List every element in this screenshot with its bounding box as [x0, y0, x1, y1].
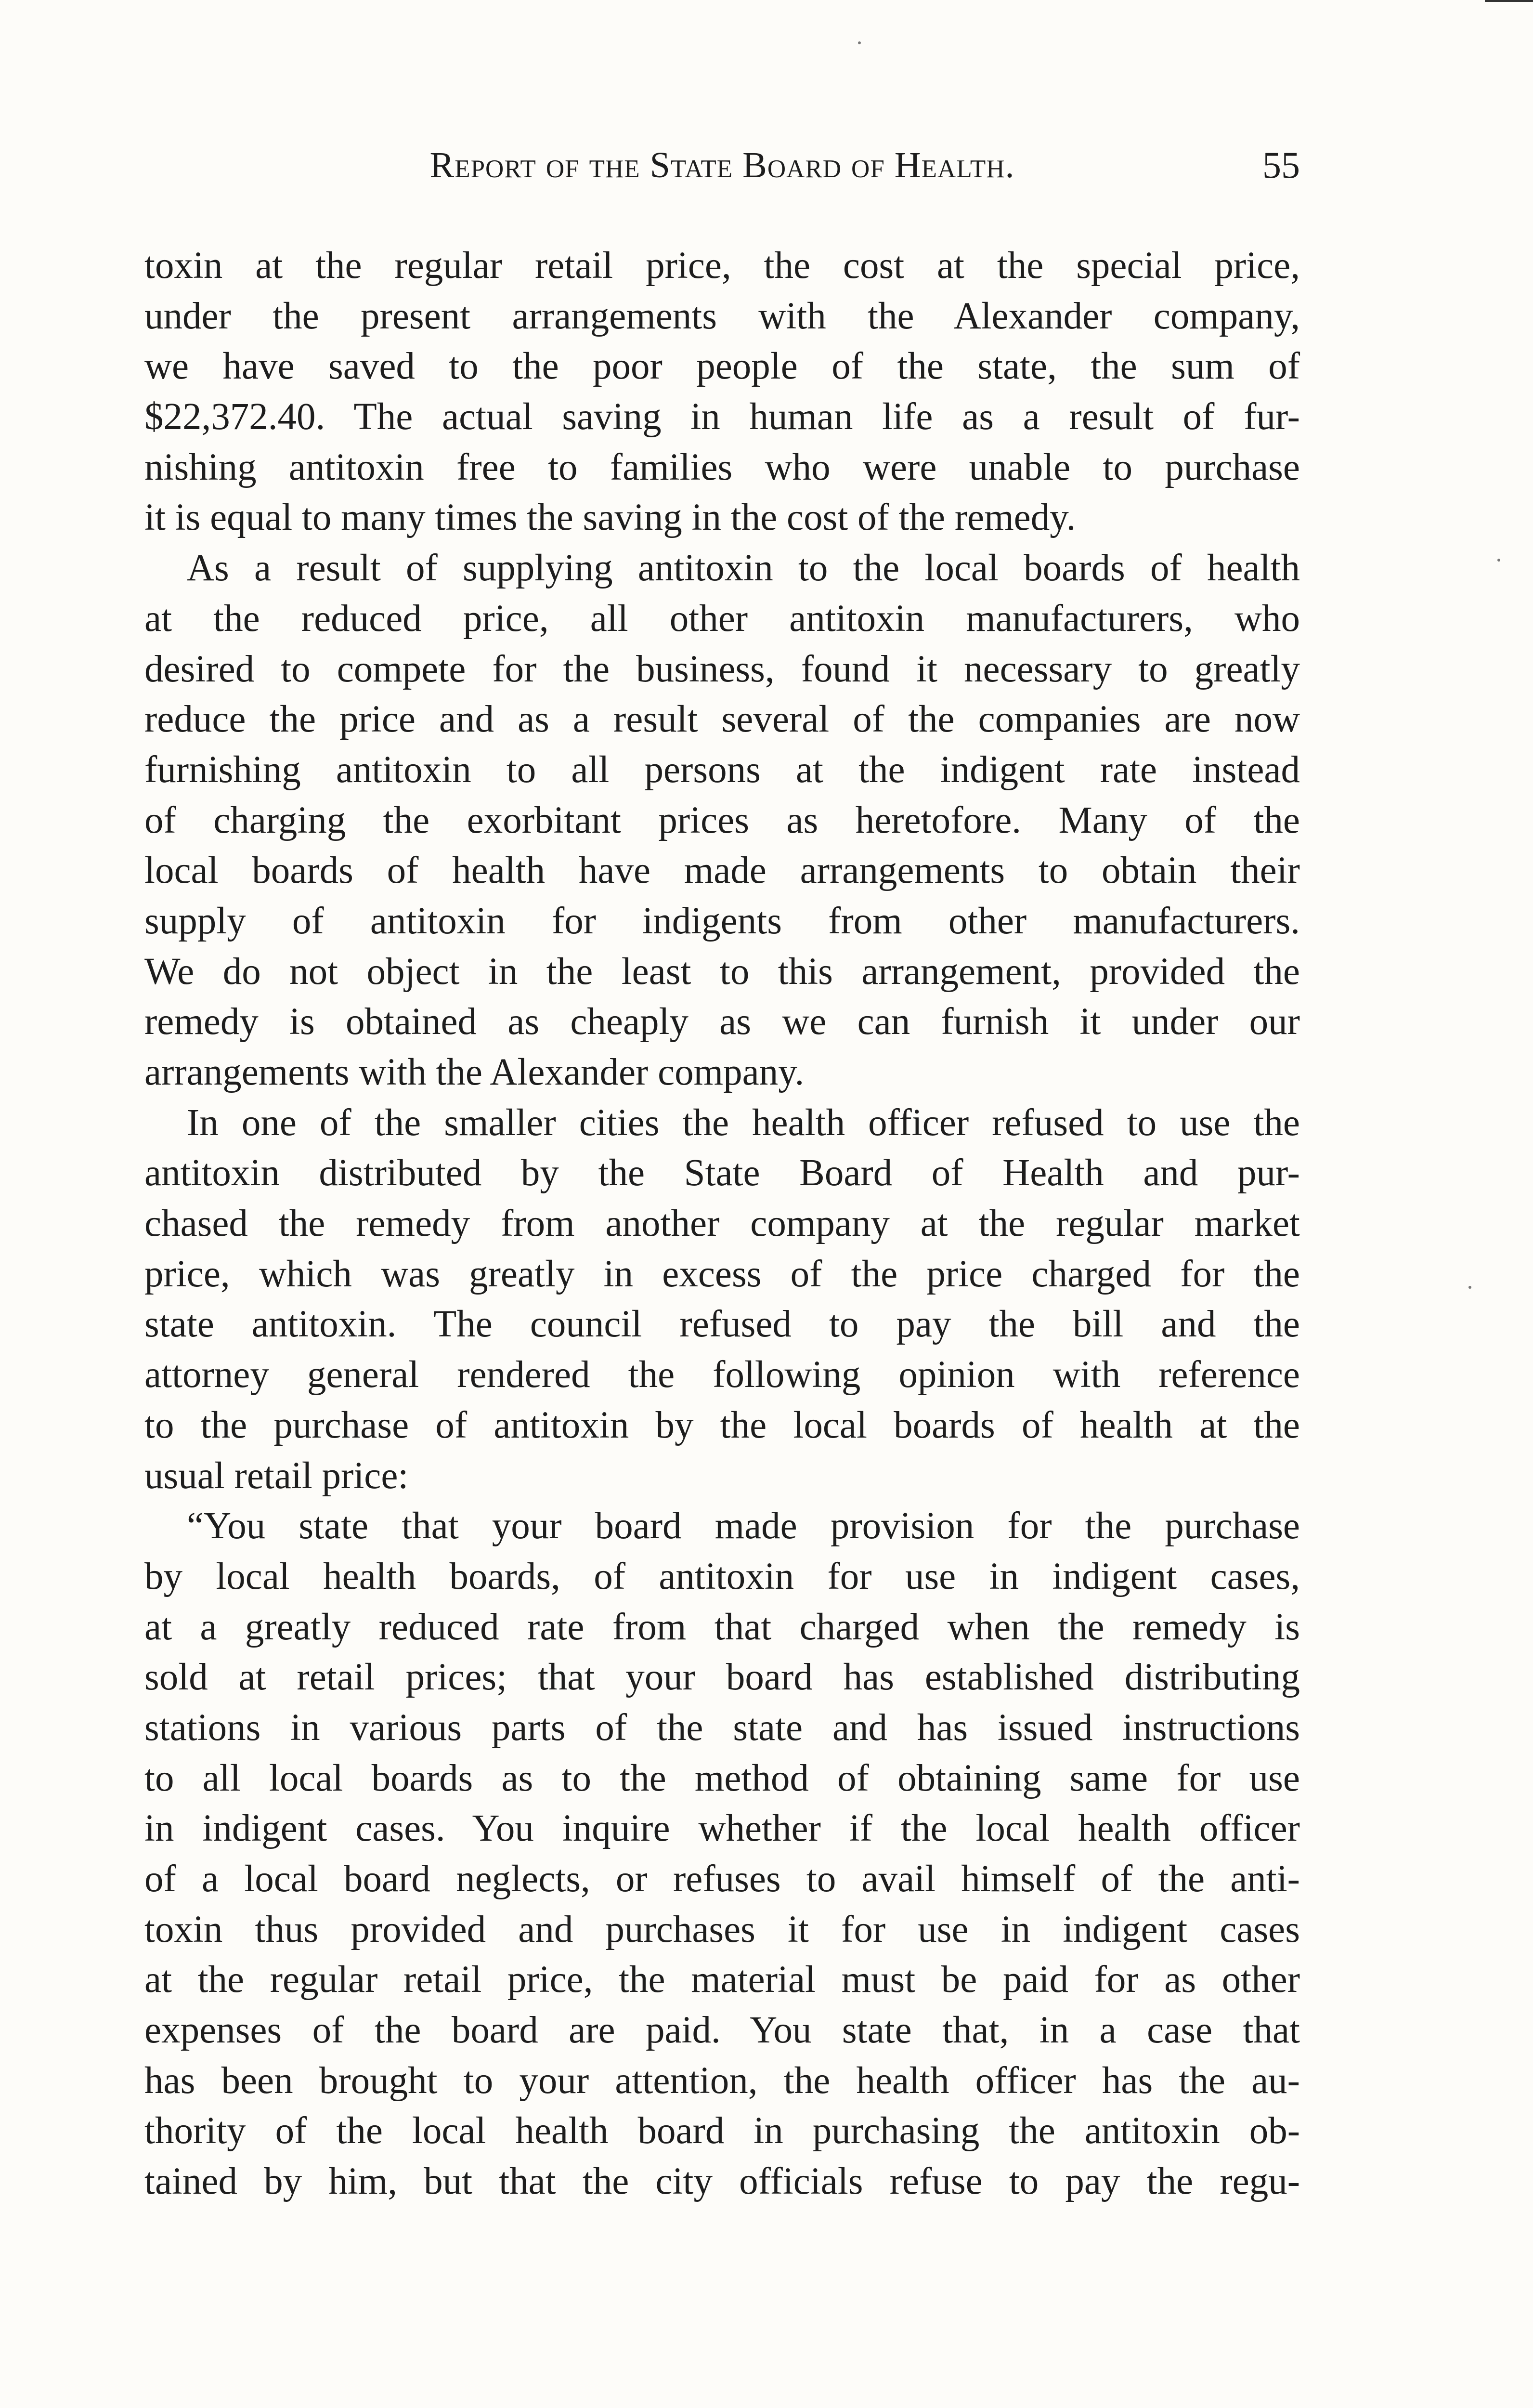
text-line: toxin at the regular retail price, the cost at the special price,: [144, 245, 1300, 287]
text-line: local boards of health have made arrangements to obtain their: [144, 850, 1300, 892]
paper-speck: [1468, 1286, 1471, 1289]
text-line: at the reduced price, all other antitoxin manufacturers, who: [144, 597, 1300, 640]
text-line: $22,372.40. The actual saving in human life as a result of fur-: [144, 396, 1300, 438]
text-line: usual retail price:: [144, 1454, 409, 1497]
text-line: state antitoxin. The council refused to pay the bill and the: [144, 1303, 1300, 1346]
text-line: “You state that your board made provision for the purchase: [187, 1505, 1300, 1547]
text-line: tained by him, but that the city officials refuse to pay the regu-: [144, 2160, 1300, 2203]
text-line: As a result of supplying antitoxin to the local boards of health: [187, 547, 1300, 589]
text-line: to all local boards as to the method of obtaining same for use: [144, 1757, 1300, 1799]
text-line: at a greatly reduced rate from that charged when the remedy is: [144, 1606, 1300, 1648]
text-line: thority of the local health board in purchasing the antitoxin ob-: [144, 2110, 1300, 2152]
text-line: supply of antitoxin for indigents from other manufacturers.: [144, 900, 1300, 942]
text-line: attorney general rendered the following opinion with reference: [144, 1354, 1300, 1396]
text-line: antitoxin distributed by the State Board of Health and pur-: [144, 1152, 1300, 1194]
page-number: 55: [1262, 144, 1300, 186]
text-line: sold at retail prices; that your board has established distributing: [144, 1656, 1300, 1699]
text-line: it is equal to many times the saving in the cost of the remedy.: [144, 497, 1076, 539]
text-line: in indigent cases. You inquire whether if the local health officer: [144, 1807, 1300, 1850]
running-head-title: Report of the State Board of Health.: [429, 145, 1015, 185]
text-line: has been brought to your attention, the health officer has the au-: [144, 2059, 1300, 2102]
paper-speck: [858, 41, 861, 44]
page-edge-rule: [1485, 0, 1533, 2]
text-line: expenses of the board are paid. You state that, in a case that: [144, 2009, 1300, 2052]
text-line: remedy is obtained as cheaply as we can furnish it under our: [144, 1001, 1300, 1043]
text-line: stations in various parts of the state and has issued instructions: [144, 1706, 1300, 1749]
text-line: We do not object in the least to this arrangement, provided the: [144, 950, 1300, 993]
text-line: price, which was greatly in excess of the price charged for the: [144, 1253, 1300, 1295]
text-line: desired to compete for the business, found it necessary to greatly: [144, 648, 1300, 690]
text-line: toxin thus provided and purchases it for use in indigent cases: [144, 1908, 1300, 1950]
text-line: reduce the price and as a result several of the companies are now: [144, 698, 1300, 741]
text-line: nishing antitoxin free to families who were unable to purchase: [144, 446, 1300, 488]
text-line: chased the remedy from another company at the regular market: [144, 1203, 1300, 1245]
text-line: to the purchase of antitoxin by the local boards of health at the: [144, 1404, 1300, 1446]
text-line: under the present arrangements with the Alexander company,: [144, 295, 1300, 337]
text-line: In one of the smaller cities the health officer refused to use the: [187, 1101, 1300, 1144]
body-text: [144, 241, 1300, 2207]
text-line: of charging the exorbitant prices as heretofore. Many of the: [144, 799, 1300, 841]
running-head: [144, 139, 1300, 192]
text-line: we have saved to the poor people of the state, the sum of: [144, 345, 1300, 388]
text-line: at the regular retail price, the material must be paid for as other: [144, 1959, 1300, 2001]
text-line: arrangements with the Alexander company.: [144, 1051, 805, 1093]
text-line: by local health boards, of antitoxin for use in indigent cases,: [144, 1555, 1300, 1597]
text-line: furnishing antitoxin to all persons at the indigent rate instead: [144, 748, 1300, 791]
paper-speck: [1497, 559, 1500, 562]
text-line: of a local board neglects, or refuses to avail himself of the anti-: [144, 1858, 1300, 1900]
